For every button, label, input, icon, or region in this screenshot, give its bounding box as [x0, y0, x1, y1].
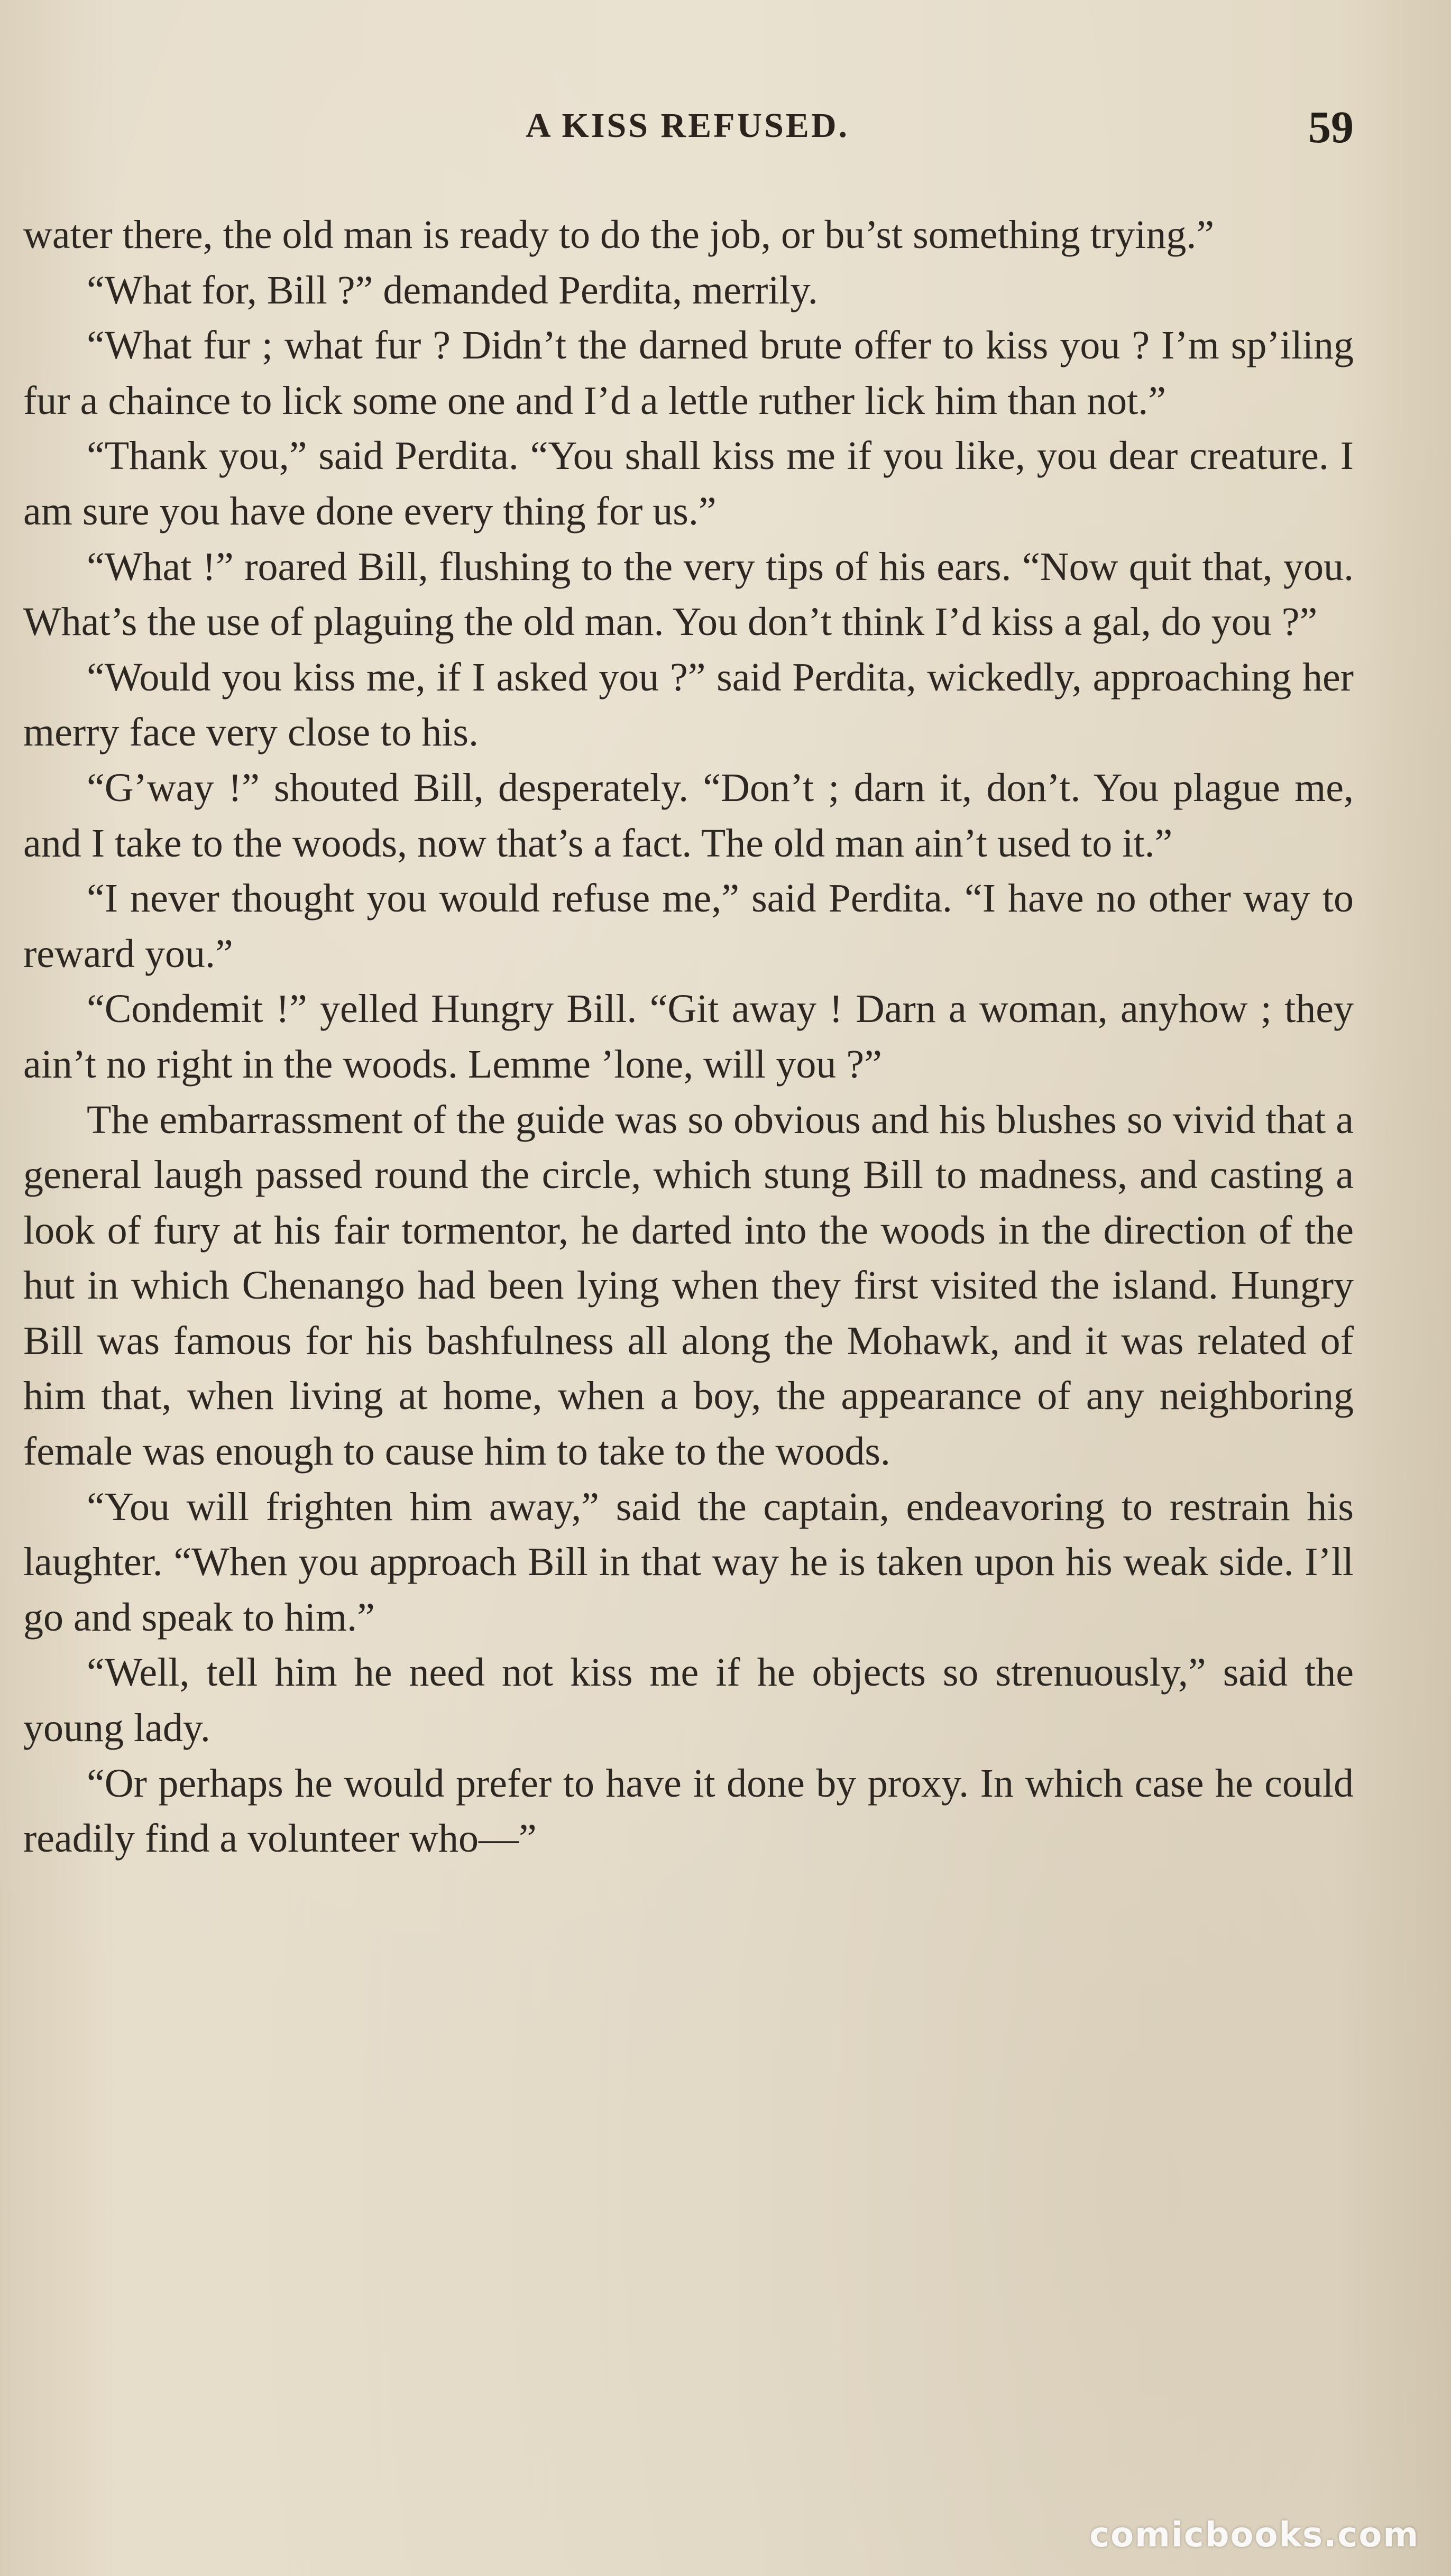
- site-watermark: comicbooks.com: [1089, 2516, 1419, 2555]
- body-text: [23, 207, 1354, 1866]
- paragraph-2: “What for, Bill ?” demanded Perdita, merrily.: [87, 268, 818, 312]
- running-title: A KISS REFUSED.: [525, 106, 849, 145]
- page-number: 59: [1308, 102, 1354, 152]
- paragraph-3: “What fur ; what fur ? Didn’t the darned brute offer to kiss you ? I’m sp’iling fur a chaince to lick some one and I’d a lettle ruther lick him than not.”: [23, 323, 1354, 423]
- page-header: [21, 100, 1354, 159]
- paragraph-5: “What !” roared Bill, flushing to the very tips of his ears. “Now quit that, you. What’s the use of plaguing the old man. You don’t think I’d kiss a gal, do you ?”: [23, 544, 1354, 645]
- paragraph-6: “Would you kiss me, if I asked you ?” said Perdita, wickedly, approaching her merry face very close to his.: [23, 655, 1354, 755]
- paragraph-7: “G’way !” shouted Bill, desperately. “Don’t ; darn it, don’t. You plague me, and I take to the woods, now that’s a fact. The old man ain’t used to it.”: [23, 765, 1354, 866]
- paragraph-1: water there, the old man is ready to do the job, or bu’st something trying.”: [23, 213, 1215, 257]
- paragraph-10: The embarrassment of the guide was so obvious and his blushes so vivid that a general laugh passed round the circle, which stung Bill to madness, and casting a look of fury at his fair tormentor, he darted into the woods in the direction of the hut in which Chenango had been lying when they first visited the island. Hungry Bill was famous for his bashfulness all along the Mohawk, and it was related of him that, when living at home, when a boy, the appearance of any neighboring female was enough to cause him to take to the woods.: [23, 1097, 1354, 1474]
- paragraph-11: “You will frighten him away,” said the captain, endeavoring to restrain his laughter. “When you approach Bill in that way he is taken upon his weak side. I’ll go and speak to him.”: [23, 1484, 1354, 1640]
- paragraph-13: “Or perhaps he would prefer to have it done by proxy. In which case he could readily find a volunteer who—”: [23, 1761, 1354, 1861]
- paragraph-12: “Well, tell him he need not kiss me if he objects so strenuously,” said the young lady.: [23, 1650, 1354, 1751]
- paragraph-9: “Condemit !” yelled Hungry Bill. “Git away ! Darn a woman, anyhow ; they ain’t no right in the woods. Lemme ’lone, will you ?”: [23, 987, 1354, 1087]
- paragraph-8: “I never thought you would refuse me,” said Perdita. “I have no other way to reward you.”: [23, 876, 1354, 976]
- paragraph-4: “Thank you,” said Perdita. “You shall kiss me if you like, you dear creature. I am sure you have done every thing for us.”: [23, 434, 1354, 533]
